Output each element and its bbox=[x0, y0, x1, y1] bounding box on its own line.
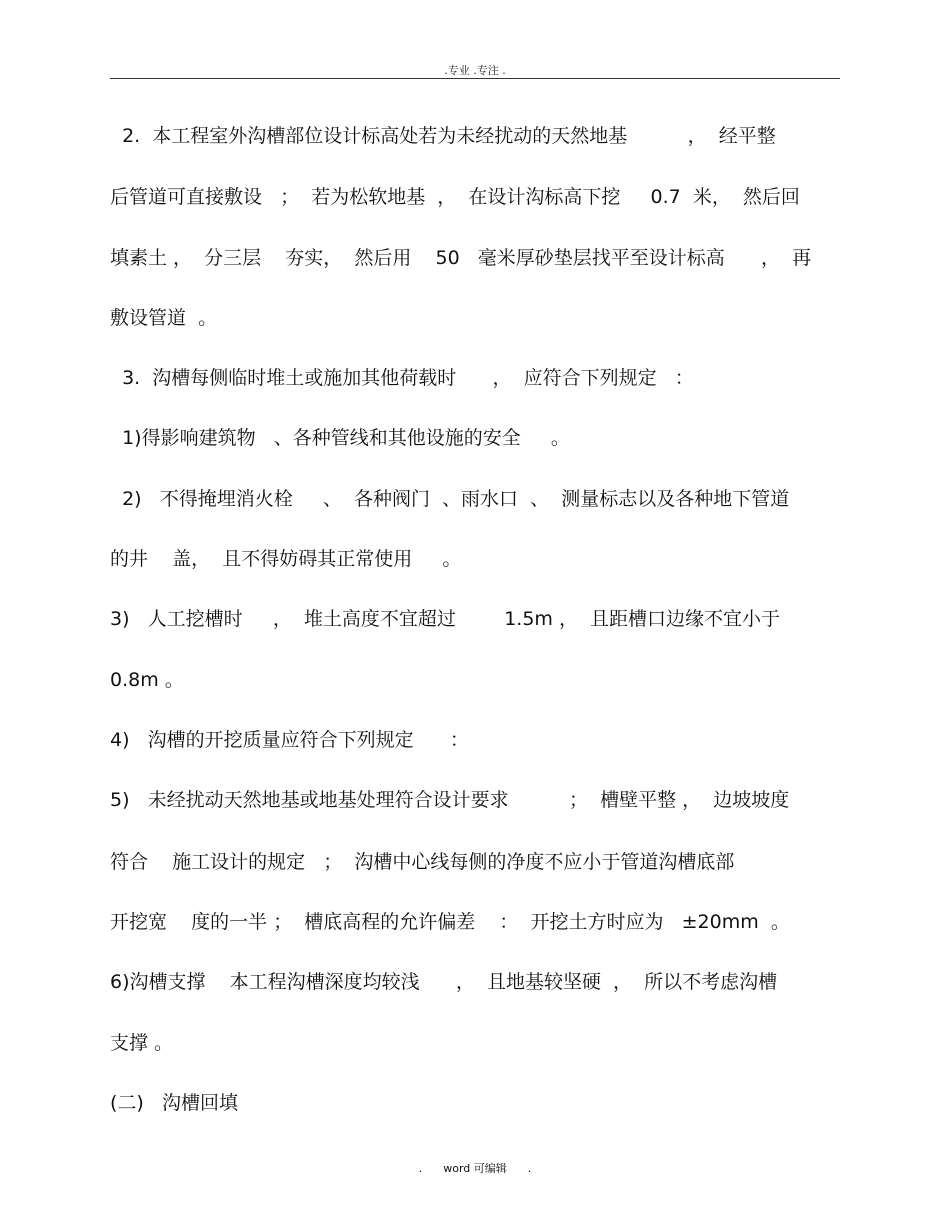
section-heading: (二) 沟槽回填 bbox=[110, 1092, 238, 1114]
body-line: 敷设管道 。 bbox=[110, 307, 218, 329]
body-line: 5) 未经扰动天然地基或地基处理符合设计要求 ； 槽壁平整 ， 边坡坡度 bbox=[110, 789, 790, 811]
header-rule bbox=[110, 78, 840, 79]
body-line: 2. 本工程室外沟槽部位设计标高处若为未经扰动的天然地基 ， 经平整 bbox=[110, 125, 776, 147]
body-line: 后管道可直接敷设 ； 若为松软地基 ， 在设计沟标高下挖 0.7 米， 然后回 bbox=[110, 186, 800, 208]
body-line: 支撑 。 bbox=[110, 1032, 174, 1054]
body-line: 2) 不得掩埋消火栓 、 各种阀门 、雨水口 、 测量标志以及各种地下管道 bbox=[110, 488, 790, 510]
body-line: 符合 施工设计的规定 ； 沟槽中心线每侧的净度不应小于管道沟槽底部 bbox=[110, 851, 735, 873]
body-line: 的井 盖， 且不得妨碍其正常使用 。 bbox=[110, 548, 462, 570]
page-header: .专业 .专注 . bbox=[444, 64, 506, 77]
body-line: 3) 人工挖槽时 ， 堆土高度不宜超过 1.5m ， 且距槽口边缘不宜小于 bbox=[110, 608, 781, 630]
body-line: 6)沟槽支撑 本工程沟槽深度均较浅 ， 且地基较坚硬 ， 所以不考虑沟槽 bbox=[110, 971, 778, 993]
body-line: 1)得影响建筑物 、各种管线和其他设施的安全 。 bbox=[110, 427, 570, 449]
body-line: 3. 沟槽每侧临时堆土或施加其他荷载时 ， 应符合下列规定 ： bbox=[110, 367, 694, 389]
page-footer: . word 可编辑 . bbox=[418, 1162, 532, 1175]
body-line: 填素土 ， 分三层 夯实， 然后用 50 毫米厚砂垫层找平至设计标高 ， 再 bbox=[110, 247, 812, 269]
body-line: 4) 沟槽的开挖质量应符合下列规定 ： bbox=[110, 729, 469, 751]
body-line: 0.8m 。 bbox=[110, 669, 184, 691]
body-line: 开挖宽 度的一半 ； 槽底高程的允许偏差 ： 开挖土方时应为 ±20mm 。 bbox=[110, 911, 790, 933]
